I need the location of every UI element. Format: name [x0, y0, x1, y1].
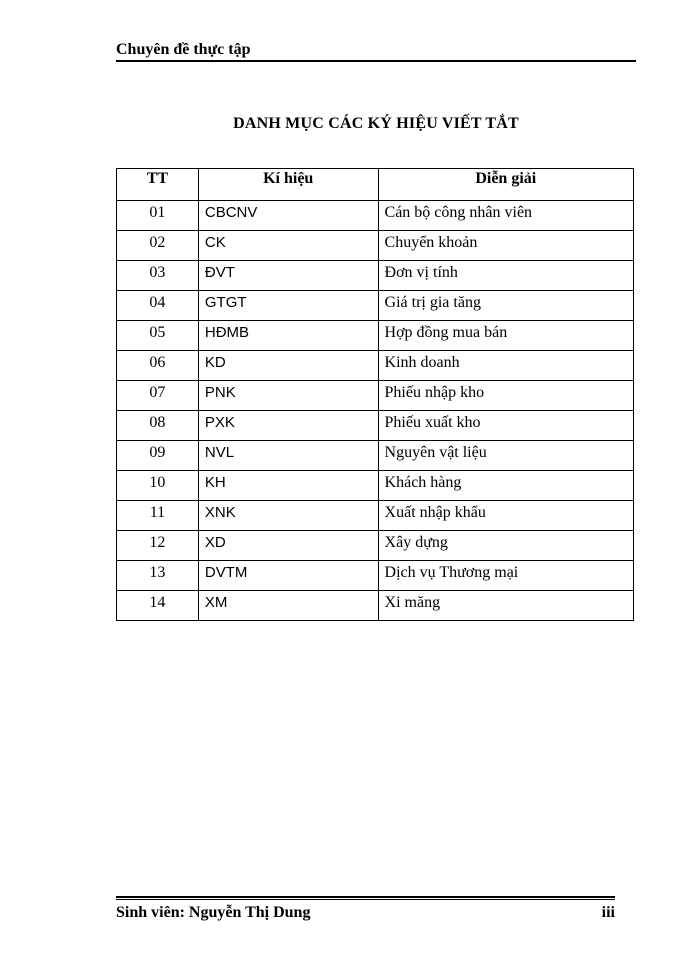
table-row — [117, 531, 634, 561]
row-number: 10 — [117, 471, 199, 501]
row-number: 08 — [117, 411, 199, 441]
abbreviation-code: XNK — [198, 501, 378, 531]
abbreviation-meaning: Xây dựng — [378, 531, 633, 561]
abbreviation-meaning: Xi măng — [378, 591, 633, 621]
abbreviation-code: NVL — [198, 441, 378, 471]
abbreviation-code: KH — [198, 471, 378, 501]
abbreviation-meaning: Giá trị gia tăng — [378, 291, 633, 321]
abbreviation-meaning: Phiếu xuất kho — [378, 411, 633, 441]
table-row — [117, 381, 634, 411]
page-number: iii — [601, 904, 615, 921]
column-header-code: Kí hiệu — [198, 169, 378, 201]
row-number: 11 — [117, 501, 199, 531]
row-number: 12 — [117, 531, 199, 561]
abbreviation-meaning: Đơn vị tính — [378, 261, 633, 291]
row-number: 03 — [117, 261, 199, 291]
table-row — [117, 411, 634, 441]
table-row — [117, 261, 634, 291]
footer-student-name: Sinh viên: Nguyễn Thị Dung — [116, 904, 311, 921]
abbreviation-meaning: Cán bộ công nhân viên — [378, 201, 633, 231]
table-row — [117, 201, 634, 231]
table-row — [117, 351, 634, 381]
column-header-tt: TT — [117, 169, 199, 201]
abbreviation-code: KD — [198, 351, 378, 381]
abbreviation-table — [116, 168, 634, 621]
row-number: 09 — [117, 441, 199, 471]
table-row — [117, 231, 634, 261]
row-number: 07 — [117, 381, 199, 411]
abbreviation-meaning: Xuất nhập khẩu — [378, 501, 633, 531]
abbreviation-code: HĐMB — [198, 321, 378, 351]
abbreviation-code: ĐVT — [198, 261, 378, 291]
row-number: 06 — [117, 351, 199, 381]
abbreviation-code: GTGT — [198, 291, 378, 321]
abbreviation-code: CK — [198, 231, 378, 261]
abbreviation-meaning: Chuyển khoản — [378, 231, 633, 261]
abbreviation-code: XM — [198, 591, 378, 621]
table-row — [117, 501, 634, 531]
header-rule — [116, 60, 636, 62]
table-row — [117, 321, 634, 351]
footer-rule-thin — [116, 899, 615, 900]
row-number: 04 — [117, 291, 199, 321]
abbreviation-meaning: Dịch vụ Thương mại — [378, 561, 633, 591]
row-number: 05 — [117, 321, 199, 351]
table-row — [117, 561, 634, 591]
abbreviation-code: PXK — [198, 411, 378, 441]
abbreviation-meaning: Hợp đồng mua bán — [378, 321, 633, 351]
abbreviation-code: XD — [198, 531, 378, 561]
footer-rule-thick — [116, 896, 615, 898]
abbreviation-code: DVTM — [198, 561, 378, 591]
table-row — [117, 441, 634, 471]
row-number: 13 — [117, 561, 199, 591]
abbreviation-meaning: Phiếu nhập kho — [378, 381, 633, 411]
page-title: DANH MỤC CÁC KÝ HIỆU VIẾT TẮT — [233, 115, 519, 132]
table-row — [117, 591, 634, 621]
row-number: 01 — [117, 201, 199, 231]
table-row — [117, 471, 634, 501]
row-number: 02 — [117, 231, 199, 261]
abbreviation-code: PNK — [198, 381, 378, 411]
running-header-title: Chuyên đề thực tập — [116, 41, 251, 58]
table-body — [117, 201, 634, 621]
abbreviation-meaning: Kinh doanh — [378, 351, 633, 381]
table-header-row — [117, 169, 634, 201]
abbreviation-meaning: Nguyên vật liệu — [378, 441, 633, 471]
table-row — [117, 291, 634, 321]
column-header-meaning: Diễn giải — [378, 169, 633, 201]
abbreviation-code: CBCNV — [198, 201, 378, 231]
abbreviation-meaning: Khách hàng — [378, 471, 633, 501]
row-number: 14 — [117, 591, 199, 621]
